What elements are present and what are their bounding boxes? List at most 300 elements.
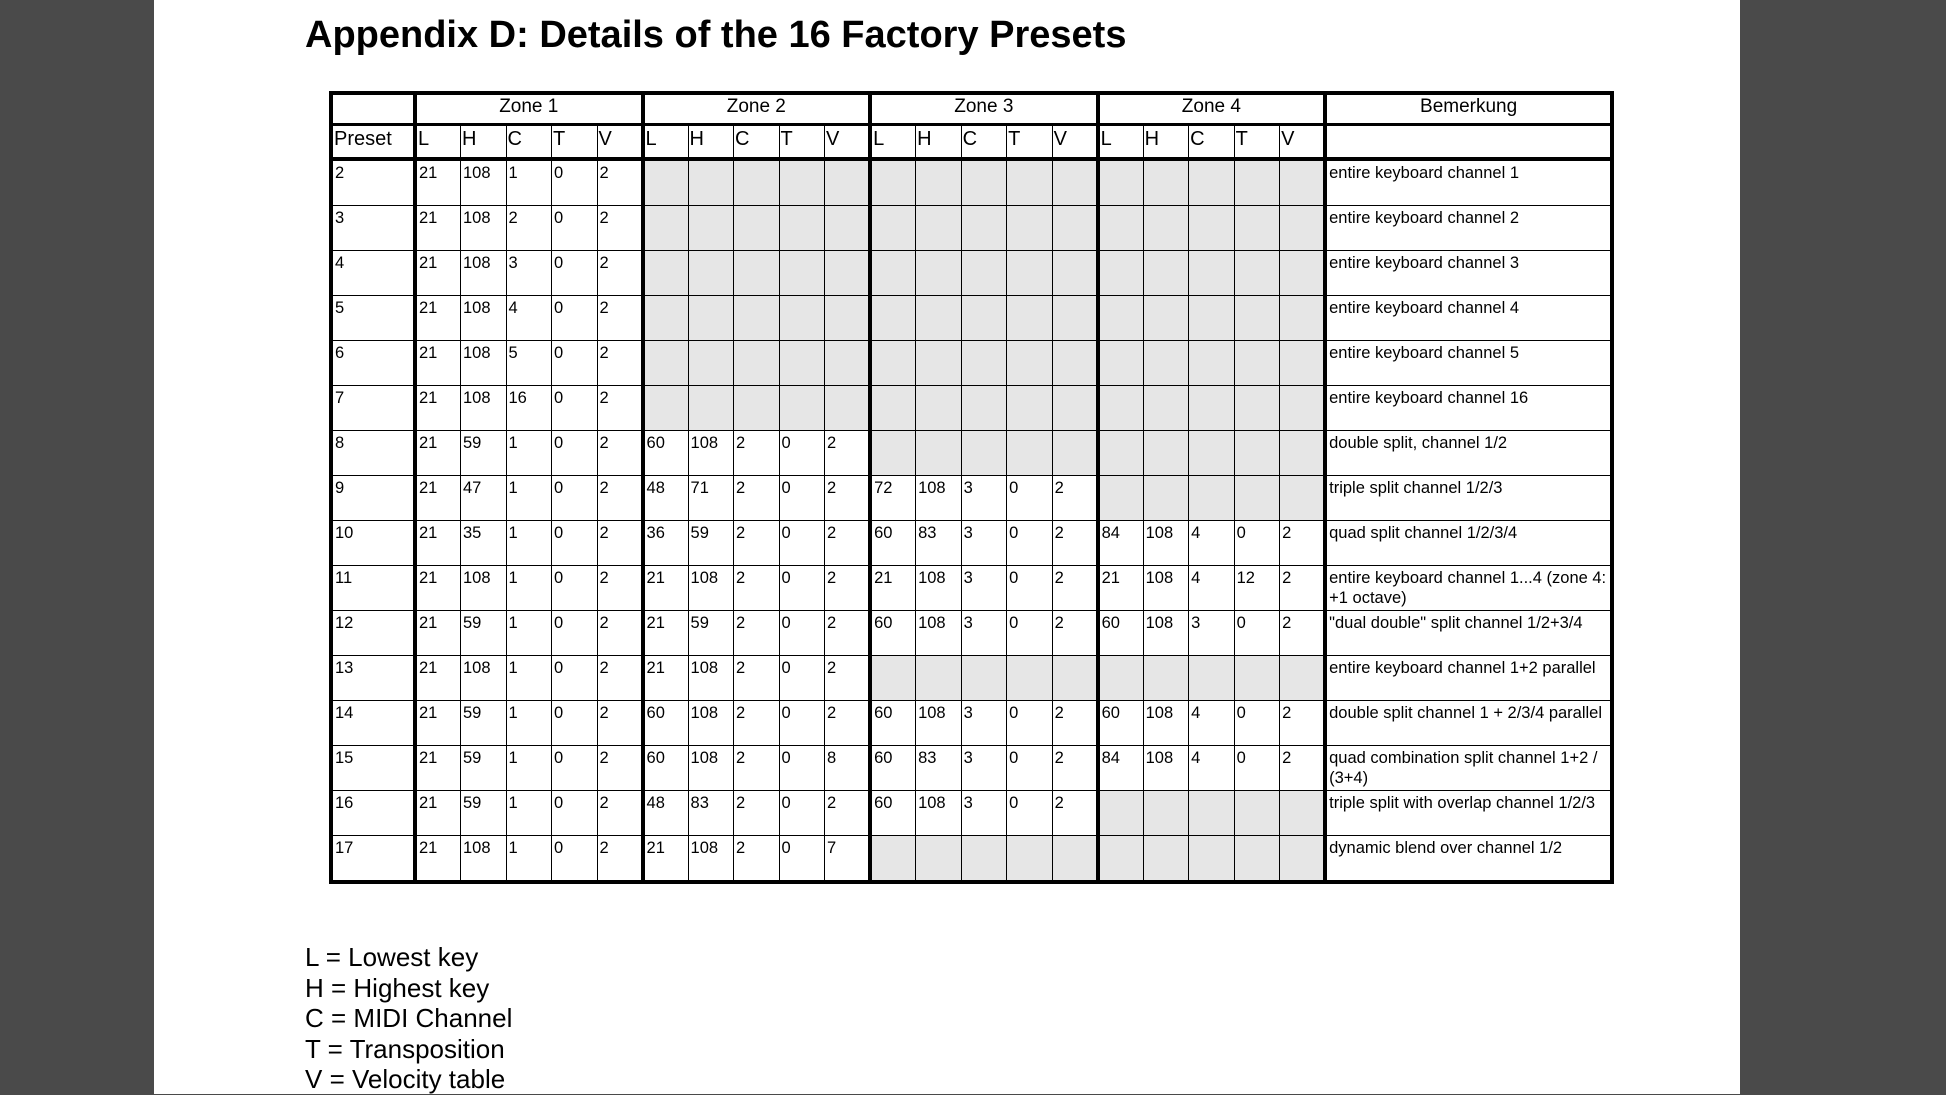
empty-cell: [1052, 206, 1098, 251]
empty-cell: [870, 251, 916, 296]
value-cell: 59: [461, 746, 507, 791]
empty-cell: [688, 341, 734, 386]
value-cell: 3: [961, 521, 1007, 566]
empty-cell: [1098, 476, 1144, 521]
value-cell: 0: [779, 611, 825, 656]
presets-table-body: [331, 93, 1612, 882]
value-cell: 2: [825, 701, 871, 746]
empty-cell: [1189, 251, 1235, 296]
remark-cell: double split, channel 1/2: [1325, 431, 1612, 476]
empty-cell: [688, 296, 734, 341]
column-header: H: [461, 125, 507, 160]
empty-cell: [1052, 296, 1098, 341]
value-cell: 108: [461, 566, 507, 611]
value-cell: 8: [825, 746, 871, 791]
value-cell: 60: [870, 611, 916, 656]
empty-cell: [1234, 791, 1280, 836]
column-header: L: [643, 125, 689, 160]
preset-cell: 13: [331, 656, 415, 701]
value-cell: 0: [552, 159, 598, 206]
empty-cell: [1189, 431, 1235, 476]
empty-cell: [1280, 159, 1326, 206]
value-cell: 2: [597, 251, 643, 296]
empty-cell: [1052, 431, 1098, 476]
value-cell: 60: [870, 746, 916, 791]
value-cell: 108: [688, 431, 734, 476]
empty-cell: [1007, 836, 1053, 883]
value-cell: 2: [597, 341, 643, 386]
legend-item: V = Velocity table: [305, 1064, 506, 1094]
value-cell: 21: [415, 296, 461, 341]
value-cell: 0: [1007, 611, 1053, 656]
column-header: T: [1007, 125, 1053, 160]
empty-cell: [916, 206, 962, 251]
value-cell: 60: [643, 746, 689, 791]
empty-cell: [1007, 251, 1053, 296]
value-cell: 0: [552, 746, 598, 791]
column-header: C: [734, 125, 780, 160]
empty-cell: [688, 386, 734, 431]
value-cell: 21: [643, 611, 689, 656]
table-row: [331, 746, 1612, 791]
empty-cell: [916, 296, 962, 341]
remark-subheader: [1325, 125, 1612, 160]
value-cell: 21: [415, 656, 461, 701]
value-cell: 2: [597, 836, 643, 883]
value-cell: 1: [506, 791, 552, 836]
column-header: C: [1189, 125, 1235, 160]
zone-header: Zone 2: [643, 93, 871, 125]
value-cell: 0: [552, 386, 598, 431]
empty-cell: [825, 386, 871, 431]
value-cell: 2: [1052, 611, 1098, 656]
empty-cell: [1234, 296, 1280, 341]
value-cell: 21: [415, 701, 461, 746]
value-cell: 71: [688, 476, 734, 521]
value-cell: 21: [643, 836, 689, 883]
table-row: [331, 296, 1612, 341]
table-row: [331, 701, 1612, 746]
value-cell: 21: [415, 521, 461, 566]
zone-header: Zone 3: [870, 93, 1098, 125]
empty-cell: [1052, 386, 1098, 431]
remark-cell: "dual double" split channel 1/2+3/4: [1325, 611, 1612, 656]
empty-cell: [779, 341, 825, 386]
table-row: [331, 476, 1612, 521]
value-cell: 0: [552, 566, 598, 611]
value-cell: 3: [961, 476, 1007, 521]
value-cell: 2: [1052, 746, 1098, 791]
value-cell: 0: [1234, 611, 1280, 656]
remark-cell: triple split with overlap channel 1/2/3: [1325, 791, 1612, 836]
empty-cell: [961, 159, 1007, 206]
empty-cell: [1280, 476, 1326, 521]
value-cell: 59: [461, 701, 507, 746]
empty-cell: [1007, 296, 1053, 341]
value-cell: 0: [552, 791, 598, 836]
empty-cell: [1098, 386, 1144, 431]
empty-cell: [1234, 476, 1280, 521]
empty-cell: [1234, 159, 1280, 206]
value-cell: 2: [1052, 476, 1098, 521]
value-cell: 0: [1234, 746, 1280, 791]
empty-cell: [1098, 296, 1144, 341]
value-cell: 59: [688, 521, 734, 566]
value-cell: 21: [415, 476, 461, 521]
value-cell: 2: [734, 431, 780, 476]
empty-cell: [734, 296, 780, 341]
value-cell: 108: [688, 701, 734, 746]
empty-cell: [1234, 251, 1280, 296]
value-cell: 0: [552, 611, 598, 656]
value-cell: 0: [552, 521, 598, 566]
preset-cell: 4: [331, 251, 415, 296]
remark-cell: quad combination split channel 1+2 / (3+4): [1325, 746, 1612, 791]
empty-cell: [779, 159, 825, 206]
value-cell: 2: [597, 656, 643, 701]
empty-cell: [1143, 206, 1189, 251]
remark-cell: entire keyboard channel 1...4 (zone 4: +1 octave): [1325, 566, 1612, 611]
table-row: [331, 251, 1612, 296]
empty-cell: [1143, 341, 1189, 386]
empty-cell: [870, 656, 916, 701]
value-cell: 2: [734, 476, 780, 521]
value-cell: 2: [597, 701, 643, 746]
empty-cell: [734, 386, 780, 431]
value-cell: 47: [461, 476, 507, 521]
column-header: L: [870, 125, 916, 160]
value-cell: 0: [552, 341, 598, 386]
value-cell: 0: [1007, 566, 1053, 611]
empty-cell: [1234, 431, 1280, 476]
empty-cell: [779, 296, 825, 341]
value-cell: 2: [597, 296, 643, 341]
value-cell: 2: [825, 431, 871, 476]
empty-cell: [688, 251, 734, 296]
empty-cell: [643, 251, 689, 296]
empty-cell: [961, 431, 1007, 476]
empty-cell: [1143, 791, 1189, 836]
value-cell: 2: [597, 431, 643, 476]
value-cell: 0: [1234, 701, 1280, 746]
empty-cell: [1098, 656, 1144, 701]
preset-cell: 16: [331, 791, 415, 836]
empty-cell: [961, 836, 1007, 883]
remark-cell: triple split channel 1/2/3: [1325, 476, 1612, 521]
empty-cell: [1052, 836, 1098, 883]
column-header: V: [1280, 125, 1326, 160]
empty-cell: [1234, 341, 1280, 386]
value-cell: 2: [597, 611, 643, 656]
value-cell: 83: [916, 521, 962, 566]
empty-cell: [1189, 341, 1235, 386]
value-cell: 1: [506, 611, 552, 656]
value-cell: 48: [643, 791, 689, 836]
header-corner: [331, 93, 415, 125]
value-cell: 108: [916, 791, 962, 836]
empty-cell: [643, 206, 689, 251]
preset-cell: 5: [331, 296, 415, 341]
value-cell: 0: [779, 746, 825, 791]
empty-cell: [688, 159, 734, 206]
value-cell: 59: [688, 611, 734, 656]
empty-cell: [825, 296, 871, 341]
empty-cell: [1052, 251, 1098, 296]
empty-cell: [870, 386, 916, 431]
value-cell: 0: [552, 251, 598, 296]
value-cell: 2: [1052, 791, 1098, 836]
preset-cell: 9: [331, 476, 415, 521]
empty-cell: [643, 386, 689, 431]
value-cell: 0: [779, 476, 825, 521]
column-header: L: [1098, 125, 1144, 160]
value-cell: 21: [415, 431, 461, 476]
value-cell: 0: [779, 701, 825, 746]
value-cell: 108: [1143, 746, 1189, 791]
value-cell: 72: [870, 476, 916, 521]
column-header: T: [552, 125, 598, 160]
remark-cell: quad split channel 1/2/3/4: [1325, 521, 1612, 566]
empty-cell: [734, 206, 780, 251]
value-cell: 2: [825, 656, 871, 701]
empty-cell: [916, 251, 962, 296]
value-cell: 108: [1143, 566, 1189, 611]
value-cell: 108: [916, 611, 962, 656]
preset-cell: 10: [331, 521, 415, 566]
preset-cell: 14: [331, 701, 415, 746]
value-cell: 2: [734, 611, 780, 656]
value-cell: 108: [1143, 521, 1189, 566]
value-cell: 2: [825, 476, 871, 521]
column-header: V: [1052, 125, 1098, 160]
empty-cell: [688, 206, 734, 251]
empty-cell: [870, 431, 916, 476]
preset-cell: 17: [331, 836, 415, 883]
value-cell: 4: [1189, 566, 1235, 611]
value-cell: 1: [506, 836, 552, 883]
preset-cell: 8: [331, 431, 415, 476]
empty-cell: [1007, 386, 1053, 431]
value-cell: 108: [461, 386, 507, 431]
empty-cell: [734, 159, 780, 206]
empty-cell: [1234, 386, 1280, 431]
value-cell: 2: [734, 701, 780, 746]
value-cell: 108: [461, 159, 507, 206]
column-header-row: [331, 125, 1612, 160]
value-cell: 108: [1143, 701, 1189, 746]
remark-cell: entire keyboard channel 1+2 parallel: [1325, 656, 1612, 701]
value-cell: 108: [688, 656, 734, 701]
value-cell: 3: [961, 701, 1007, 746]
table-row: [331, 611, 1612, 656]
empty-cell: [1052, 656, 1098, 701]
value-cell: 0: [1007, 476, 1053, 521]
value-cell: 12: [1234, 566, 1280, 611]
value-cell: 4: [1189, 701, 1235, 746]
value-cell: 84: [1098, 521, 1144, 566]
value-cell: 0: [552, 836, 598, 883]
empty-cell: [779, 251, 825, 296]
empty-cell: [961, 251, 1007, 296]
empty-cell: [1189, 656, 1235, 701]
value-cell: 59: [461, 611, 507, 656]
value-cell: 108: [461, 656, 507, 701]
value-cell: 108: [461, 836, 507, 883]
value-cell: 2: [1052, 566, 1098, 611]
empty-cell: [1189, 476, 1235, 521]
value-cell: 21: [415, 746, 461, 791]
empty-cell: [1143, 386, 1189, 431]
value-cell: 0: [552, 206, 598, 251]
empty-cell: [1280, 296, 1326, 341]
value-cell: 2: [506, 206, 552, 251]
column-header: T: [1234, 125, 1280, 160]
empty-cell: [870, 836, 916, 883]
value-cell: 108: [461, 251, 507, 296]
value-cell: 2: [734, 836, 780, 883]
value-cell: 21: [415, 791, 461, 836]
empty-cell: [916, 431, 962, 476]
legend-item: L = Lowest key: [305, 942, 479, 972]
remark-cell: entire keyboard channel 3: [1325, 251, 1612, 296]
value-cell: 60: [870, 791, 916, 836]
empty-cell: [916, 386, 962, 431]
value-cell: 2: [825, 521, 871, 566]
value-cell: 21: [415, 206, 461, 251]
remark-cell: entire keyboard channel 2: [1325, 206, 1612, 251]
value-cell: 16: [506, 386, 552, 431]
column-header: H: [916, 125, 962, 160]
empty-cell: [1007, 656, 1053, 701]
value-cell: 2: [597, 386, 643, 431]
column-header: C: [961, 125, 1007, 160]
empty-cell: [1189, 386, 1235, 431]
empty-cell: [961, 656, 1007, 701]
value-cell: 1: [506, 746, 552, 791]
value-cell: 4: [1189, 746, 1235, 791]
table-row: [331, 566, 1612, 611]
value-cell: 4: [1189, 521, 1235, 566]
value-cell: 35: [461, 521, 507, 566]
value-cell: 0: [779, 566, 825, 611]
value-cell: 2: [734, 566, 780, 611]
remark-cell: dynamic blend over channel 1/2: [1325, 836, 1612, 883]
presets-table: [329, 91, 1614, 884]
legend-item: T = Transposition: [305, 1033, 505, 1064]
value-cell: 21: [1098, 566, 1144, 611]
empty-cell: [1143, 159, 1189, 206]
preset-cell: 12: [331, 611, 415, 656]
empty-cell: [1280, 791, 1326, 836]
value-cell: 21: [415, 836, 461, 883]
empty-cell: [1052, 341, 1098, 386]
value-cell: 2: [1280, 746, 1326, 791]
empty-cell: [1280, 431, 1326, 476]
preset-header: Preset: [331, 125, 415, 160]
empty-cell: [1098, 431, 1144, 476]
remark-cell: entire keyboard channel 4: [1325, 296, 1612, 341]
table-row: [331, 521, 1612, 566]
value-cell: 2: [1052, 521, 1098, 566]
value-cell: 84: [1098, 746, 1144, 791]
value-cell: 1: [506, 566, 552, 611]
column-header: H: [688, 125, 734, 160]
empty-cell: [825, 251, 871, 296]
value-cell: 2: [1280, 701, 1326, 746]
empty-cell: [1189, 159, 1235, 206]
value-cell: 2: [1280, 521, 1326, 566]
value-cell: 48: [643, 476, 689, 521]
empty-cell: [961, 386, 1007, 431]
table-row: [331, 206, 1612, 251]
value-cell: 3: [961, 791, 1007, 836]
value-cell: 60: [643, 431, 689, 476]
empty-cell: [961, 296, 1007, 341]
empty-cell: [1098, 206, 1144, 251]
value-cell: 21: [415, 341, 461, 386]
preset-cell: 2: [331, 159, 415, 206]
legend: [305, 942, 512, 1095]
empty-cell: [1189, 296, 1235, 341]
value-cell: 21: [643, 656, 689, 701]
value-cell: 3: [961, 566, 1007, 611]
value-cell: 0: [552, 296, 598, 341]
value-cell: 0: [779, 791, 825, 836]
empty-cell: [643, 296, 689, 341]
table-row: [331, 656, 1612, 701]
value-cell: 0: [1007, 791, 1053, 836]
value-cell: 2: [734, 746, 780, 791]
value-cell: 2: [825, 611, 871, 656]
value-cell: 0: [552, 476, 598, 521]
value-cell: 1: [506, 476, 552, 521]
value-cell: 21: [870, 566, 916, 611]
value-cell: 2: [1280, 566, 1326, 611]
empty-cell: [1189, 206, 1235, 251]
empty-cell: [870, 341, 916, 386]
table-row: [331, 836, 1612, 883]
remark-cell: entire keyboard channel 5: [1325, 341, 1612, 386]
zone-header: Zone 4: [1098, 93, 1326, 125]
remark-cell: entire keyboard channel 16: [1325, 386, 1612, 431]
value-cell: 21: [643, 566, 689, 611]
column-header: V: [597, 125, 643, 160]
value-cell: 2: [1280, 611, 1326, 656]
empty-cell: [1280, 836, 1326, 883]
table-row: [331, 159, 1612, 206]
empty-cell: [1007, 341, 1053, 386]
column-header: T: [779, 125, 825, 160]
remark-header: Bemerkung: [1325, 93, 1612, 125]
value-cell: 21: [415, 386, 461, 431]
value-cell: 3: [506, 251, 552, 296]
value-cell: 0: [552, 701, 598, 746]
document-page: [154, 0, 1740, 1094]
preset-cell: 7: [331, 386, 415, 431]
empty-cell: [1098, 341, 1144, 386]
value-cell: 2: [825, 566, 871, 611]
column-header: C: [506, 125, 552, 160]
value-cell: 108: [688, 836, 734, 883]
empty-cell: [734, 341, 780, 386]
preset-cell: 6: [331, 341, 415, 386]
legend-item: C = MIDI Channel: [305, 1003, 513, 1033]
empty-cell: [870, 159, 916, 206]
value-cell: 1: [506, 521, 552, 566]
table-row: [331, 431, 1612, 476]
empty-cell: [1098, 791, 1144, 836]
value-cell: 1: [506, 656, 552, 701]
